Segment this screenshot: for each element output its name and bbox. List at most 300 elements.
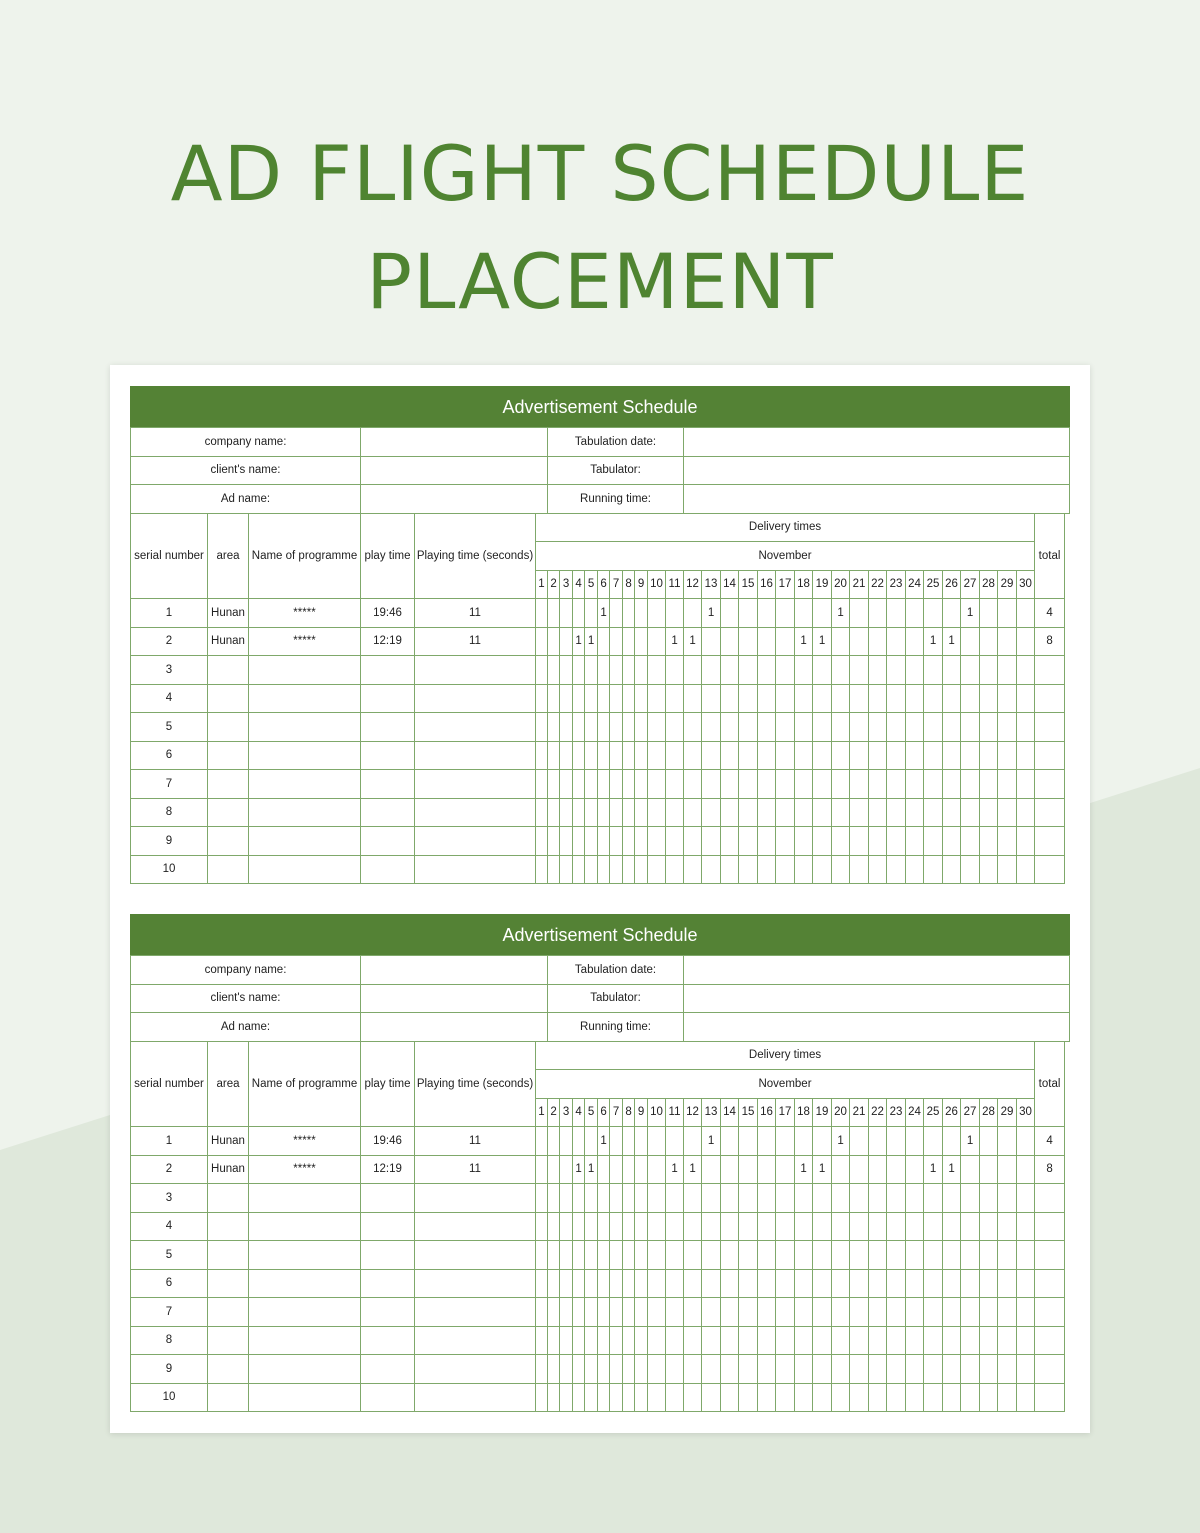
play-time-cell[interactable] — [361, 1326, 415, 1355]
tabulator-field[interactable] — [684, 984, 1070, 1013]
day-cell[interactable]: 1 — [573, 627, 585, 656]
day-cell[interactable] — [943, 798, 961, 827]
area-cell[interactable] — [208, 855, 249, 884]
area-cell[interactable] — [208, 741, 249, 770]
tabulation-field[interactable] — [684, 428, 1070, 457]
day-cell[interactable] — [548, 827, 560, 856]
day-cell[interactable] — [795, 1355, 813, 1384]
playing-seconds-cell[interactable]: 11 — [415, 599, 536, 628]
day-cell[interactable] — [813, 1269, 832, 1298]
day-cell[interactable] — [648, 1269, 666, 1298]
day-cell[interactable] — [560, 1155, 573, 1184]
day-cell[interactable] — [666, 770, 684, 799]
day-cell[interactable] — [739, 599, 758, 628]
day-cell[interactable] — [573, 684, 585, 713]
day-cell[interactable] — [980, 741, 998, 770]
day-cell[interactable] — [598, 855, 610, 884]
day-cell[interactable] — [924, 827, 943, 856]
day-cell[interactable] — [813, 1355, 832, 1384]
day-cell[interactable]: 1 — [924, 1155, 943, 1184]
day-cell[interactable] — [943, 1184, 961, 1213]
day-cell[interactable] — [869, 1155, 887, 1184]
day-cell[interactable] — [813, 1326, 832, 1355]
day-cell[interactable] — [998, 684, 1017, 713]
day-cell[interactable] — [721, 1326, 739, 1355]
day-cell[interactable] — [795, 1241, 813, 1270]
day-cell[interactable] — [758, 1383, 776, 1412]
day-cell[interactable] — [560, 1383, 573, 1412]
day-cell[interactable] — [610, 1241, 623, 1270]
day-cell[interactable] — [795, 1383, 813, 1412]
day-cell[interactable] — [610, 1212, 623, 1241]
day-cell[interactable] — [598, 1212, 610, 1241]
day-cell[interactable] — [961, 627, 980, 656]
day-cell[interactable] — [924, 770, 943, 799]
day-cell[interactable] — [850, 1184, 869, 1213]
day-cell[interactable] — [850, 627, 869, 656]
day-cell[interactable] — [548, 1212, 560, 1241]
day-cell[interactable] — [684, 1212, 702, 1241]
day-cell[interactable] — [585, 855, 598, 884]
day-cell[interactable]: 1 — [702, 1127, 721, 1156]
day-cell[interactable] — [573, 1355, 585, 1384]
day-cell[interactable] — [906, 1355, 924, 1384]
day-cell[interactable] — [776, 1127, 795, 1156]
client-field[interactable] — [361, 456, 548, 485]
day-cell[interactable] — [560, 827, 573, 856]
day-cell[interactable] — [832, 684, 850, 713]
day-cell[interactable] — [684, 1127, 702, 1156]
day-cell[interactable] — [832, 855, 850, 884]
day-cell[interactable] — [795, 1269, 813, 1298]
day-cell[interactable] — [943, 713, 961, 742]
day-cell[interactable] — [585, 1241, 598, 1270]
day-cell[interactable] — [739, 1212, 758, 1241]
day-cell[interactable] — [739, 627, 758, 656]
day-cell[interactable] — [721, 741, 739, 770]
day-cell[interactable] — [980, 798, 998, 827]
day-cell[interactable]: 1 — [666, 1155, 684, 1184]
day-cell[interactable] — [813, 770, 832, 799]
day-cell[interactable] — [758, 770, 776, 799]
day-cell[interactable] — [739, 1383, 758, 1412]
day-cell[interactable] — [585, 1326, 598, 1355]
day-cell[interactable] — [739, 827, 758, 856]
day-cell[interactable] — [998, 770, 1017, 799]
day-cell[interactable] — [536, 798, 548, 827]
playing-seconds-cell[interactable] — [415, 1241, 536, 1270]
day-cell[interactable] — [598, 770, 610, 799]
day-cell[interactable] — [832, 798, 850, 827]
day-cell[interactable] — [702, 1326, 721, 1355]
day-cell[interactable] — [702, 741, 721, 770]
day-cell[interactable] — [684, 770, 702, 799]
day-cell[interactable] — [1017, 1298, 1035, 1327]
day-cell[interactable] — [795, 770, 813, 799]
day-cell[interactable] — [869, 1241, 887, 1270]
day-cell[interactable] — [961, 827, 980, 856]
day-cell[interactable] — [924, 1383, 943, 1412]
day-cell[interactable] — [623, 1298, 635, 1327]
day-cell[interactable] — [536, 627, 548, 656]
day-cell[interactable] — [850, 1155, 869, 1184]
day-cell[interactable] — [795, 1212, 813, 1241]
day-cell[interactable] — [702, 1212, 721, 1241]
day-cell[interactable] — [721, 1269, 739, 1298]
day-cell[interactable] — [648, 1155, 666, 1184]
day-cell[interactable] — [548, 798, 560, 827]
day-cell[interactable] — [887, 599, 906, 628]
area-cell[interactable]: Hunan — [208, 627, 249, 656]
day-cell[interactable] — [635, 1155, 648, 1184]
day-cell[interactable] — [758, 1355, 776, 1384]
day-cell[interactable] — [832, 656, 850, 685]
day-cell[interactable] — [598, 1326, 610, 1355]
programme-cell[interactable] — [249, 827, 361, 856]
day-cell[interactable] — [758, 656, 776, 685]
area-cell[interactable] — [208, 684, 249, 713]
playing-seconds-cell[interactable] — [415, 741, 536, 770]
day-cell[interactable] — [739, 1184, 758, 1213]
day-cell[interactable] — [998, 1155, 1017, 1184]
day-cell[interactable] — [536, 1383, 548, 1412]
playing-seconds-cell[interactable] — [415, 1269, 536, 1298]
area-cell[interactable]: Hunan — [208, 1127, 249, 1156]
day-cell[interactable] — [635, 1184, 648, 1213]
day-cell[interactable] — [702, 855, 721, 884]
day-cell[interactable] — [795, 1184, 813, 1213]
day-cell[interactable] — [906, 627, 924, 656]
day-cell[interactable] — [813, 599, 832, 628]
day-cell[interactable] — [684, 684, 702, 713]
day-cell[interactable] — [635, 713, 648, 742]
day-cell[interactable] — [666, 741, 684, 770]
day-cell[interactable] — [635, 1241, 648, 1270]
day-cell[interactable] — [850, 599, 869, 628]
playing-seconds-cell[interactable] — [415, 1326, 536, 1355]
day-cell[interactable] — [610, 1184, 623, 1213]
day-cell[interactable] — [573, 855, 585, 884]
day-cell[interactable] — [943, 1269, 961, 1298]
day-cell[interactable]: 1 — [795, 1155, 813, 1184]
day-cell[interactable] — [585, 1298, 598, 1327]
day-cell[interactable] — [648, 798, 666, 827]
day-cell[interactable] — [623, 627, 635, 656]
day-cell[interactable] — [795, 827, 813, 856]
day-cell[interactable] — [943, 684, 961, 713]
day-cell[interactable] — [776, 741, 795, 770]
day-cell[interactable] — [598, 1155, 610, 1184]
day-cell[interactable] — [721, 713, 739, 742]
day-cell[interactable] — [739, 855, 758, 884]
day-cell[interactable] — [666, 684, 684, 713]
day-cell[interactable] — [573, 1326, 585, 1355]
day-cell[interactable] — [702, 1155, 721, 1184]
day-cell[interactable] — [906, 827, 924, 856]
day-cell[interactable] — [795, 1298, 813, 1327]
day-cell[interactable] — [610, 741, 623, 770]
day-cell[interactable] — [924, 855, 943, 884]
playing-seconds-cell[interactable]: 11 — [415, 1155, 536, 1184]
day-cell[interactable] — [560, 1127, 573, 1156]
day-cell[interactable] — [998, 599, 1017, 628]
day-cell[interactable] — [776, 1383, 795, 1412]
day-cell[interactable] — [573, 1212, 585, 1241]
day-cell[interactable] — [850, 1298, 869, 1327]
day-cell[interactable] — [980, 713, 998, 742]
day-cell[interactable] — [598, 713, 610, 742]
day-cell[interactable] — [536, 741, 548, 770]
day-cell[interactable] — [684, 855, 702, 884]
day-cell[interactable] — [998, 741, 1017, 770]
play-time-cell[interactable] — [361, 741, 415, 770]
day-cell[interactable] — [585, 1269, 598, 1298]
day-cell[interactable] — [739, 684, 758, 713]
day-cell[interactable] — [998, 1127, 1017, 1156]
day-cell[interactable] — [721, 827, 739, 856]
day-cell[interactable] — [795, 713, 813, 742]
day-cell[interactable] — [585, 1184, 598, 1213]
day-cell[interactable] — [869, 1326, 887, 1355]
day-cell[interactable] — [702, 1269, 721, 1298]
programme-cell[interactable] — [249, 1326, 361, 1355]
day-cell[interactable] — [721, 599, 739, 628]
day-cell[interactable] — [648, 684, 666, 713]
day-cell[interactable] — [560, 1184, 573, 1213]
day-cell[interactable] — [1017, 770, 1035, 799]
day-cell[interactable] — [573, 1298, 585, 1327]
day-cell[interactable] — [776, 1298, 795, 1327]
day-cell[interactable] — [869, 741, 887, 770]
day-cell[interactable] — [906, 770, 924, 799]
day-cell[interactable] — [739, 798, 758, 827]
day-cell[interactable] — [623, 827, 635, 856]
day-cell[interactable] — [648, 827, 666, 856]
day-cell[interactable]: 1 — [832, 1127, 850, 1156]
day-cell[interactable] — [832, 627, 850, 656]
day-cell[interactable] — [610, 627, 623, 656]
day-cell[interactable] — [623, 855, 635, 884]
day-cell[interactable] — [721, 855, 739, 884]
day-cell[interactable] — [548, 1355, 560, 1384]
day-cell[interactable] — [943, 1326, 961, 1355]
day-cell[interactable] — [1017, 1326, 1035, 1355]
area-cell[interactable] — [208, 798, 249, 827]
programme-cell[interactable] — [249, 1269, 361, 1298]
day-cell[interactable] — [980, 1383, 998, 1412]
day-cell[interactable] — [998, 798, 1017, 827]
day-cell[interactable] — [666, 713, 684, 742]
day-cell[interactable] — [998, 1212, 1017, 1241]
day-cell[interactable] — [961, 1269, 980, 1298]
day-cell[interactable] — [961, 798, 980, 827]
programme-cell[interactable] — [249, 770, 361, 799]
day-cell[interactable] — [943, 599, 961, 628]
day-cell[interactable] — [850, 1383, 869, 1412]
day-cell[interactable] — [869, 684, 887, 713]
day-cell[interactable] — [573, 770, 585, 799]
day-cell[interactable] — [980, 599, 998, 628]
day-cell[interactable]: 1 — [961, 1127, 980, 1156]
day-cell[interactable] — [906, 1184, 924, 1213]
area-cell[interactable] — [208, 770, 249, 799]
day-cell[interactable] — [666, 1212, 684, 1241]
day-cell[interactable] — [548, 1155, 560, 1184]
day-cell[interactable] — [961, 855, 980, 884]
day-cell[interactable] — [721, 656, 739, 685]
play-time-cell[interactable]: 12:19 — [361, 627, 415, 656]
area-cell[interactable]: Hunan — [208, 1155, 249, 1184]
day-cell[interactable]: 1 — [585, 1155, 598, 1184]
day-cell[interactable] — [832, 1155, 850, 1184]
programme-cell[interactable] — [249, 684, 361, 713]
day-cell[interactable] — [610, 713, 623, 742]
day-cell[interactable] — [560, 855, 573, 884]
day-cell[interactable] — [887, 741, 906, 770]
day-cell[interactable] — [776, 684, 795, 713]
day-cell[interactable] — [536, 1127, 548, 1156]
day-cell[interactable] — [635, 741, 648, 770]
day-cell[interactable] — [548, 1269, 560, 1298]
day-cell[interactable] — [998, 713, 1017, 742]
day-cell[interactable] — [610, 1326, 623, 1355]
day-cell[interactable]: 1 — [585, 627, 598, 656]
day-cell[interactable] — [832, 1212, 850, 1241]
playing-seconds-cell[interactable] — [415, 656, 536, 685]
day-cell[interactable]: 1 — [684, 1155, 702, 1184]
day-cell[interactable] — [795, 798, 813, 827]
day-cell[interactable] — [961, 1155, 980, 1184]
day-cell[interactable] — [536, 1326, 548, 1355]
day-cell[interactable]: 1 — [702, 599, 721, 628]
day-cell[interactable] — [980, 684, 998, 713]
programme-cell[interactable] — [249, 798, 361, 827]
day-cell[interactable] — [776, 770, 795, 799]
day-cell[interactable] — [850, 1355, 869, 1384]
day-cell[interactable] — [598, 684, 610, 713]
day-cell[interactable] — [850, 1127, 869, 1156]
day-cell[interactable] — [648, 1241, 666, 1270]
day-cell[interactable] — [721, 684, 739, 713]
day-cell[interactable] — [623, 1184, 635, 1213]
day-cell[interactable] — [961, 1298, 980, 1327]
day-cell[interactable] — [721, 1184, 739, 1213]
day-cell[interactable] — [758, 1326, 776, 1355]
day-cell[interactable] — [739, 713, 758, 742]
tabulator-field[interactable] — [684, 456, 1070, 485]
day-cell[interactable] — [635, 1326, 648, 1355]
day-cell[interactable] — [610, 798, 623, 827]
day-cell[interactable] — [573, 713, 585, 742]
day-cell[interactable] — [758, 1269, 776, 1298]
tabulation-field[interactable] — [684, 956, 1070, 985]
day-cell[interactable] — [869, 1383, 887, 1412]
day-cell[interactable] — [623, 741, 635, 770]
play-time-cell[interactable] — [361, 1184, 415, 1213]
day-cell[interactable] — [887, 1298, 906, 1327]
area-cell[interactable] — [208, 1184, 249, 1213]
day-cell[interactable] — [648, 1326, 666, 1355]
day-cell[interactable] — [869, 627, 887, 656]
area-cell[interactable] — [208, 1298, 249, 1327]
day-cell[interactable] — [776, 1269, 795, 1298]
day-cell[interactable] — [585, 599, 598, 628]
day-cell[interactable] — [850, 1241, 869, 1270]
programme-cell[interactable] — [249, 1355, 361, 1384]
day-cell[interactable] — [850, 741, 869, 770]
day-cell[interactable] — [795, 855, 813, 884]
day-cell[interactable] — [623, 713, 635, 742]
day-cell[interactable] — [585, 656, 598, 685]
day-cell[interactable] — [721, 1241, 739, 1270]
day-cell[interactable] — [721, 798, 739, 827]
day-cell[interactable] — [758, 1155, 776, 1184]
day-cell[interactable] — [758, 1298, 776, 1327]
day-cell[interactable] — [758, 827, 776, 856]
day-cell[interactable] — [924, 599, 943, 628]
day-cell[interactable] — [758, 1184, 776, 1213]
day-cell[interactable] — [548, 855, 560, 884]
day-cell[interactable] — [635, 1298, 648, 1327]
day-cell[interactable] — [648, 855, 666, 884]
day-cell[interactable] — [961, 656, 980, 685]
day-cell[interactable] — [585, 1127, 598, 1156]
day-cell[interactable] — [610, 1355, 623, 1384]
day-cell[interactable] — [536, 770, 548, 799]
day-cell[interactable] — [961, 1355, 980, 1384]
day-cell[interactable] — [548, 1127, 560, 1156]
day-cell[interactable] — [702, 770, 721, 799]
day-cell[interactable] — [776, 827, 795, 856]
day-cell[interactable] — [610, 855, 623, 884]
day-cell[interactable] — [648, 741, 666, 770]
day-cell[interactable] — [585, 741, 598, 770]
day-cell[interactable]: 1 — [943, 627, 961, 656]
day-cell[interactable] — [758, 798, 776, 827]
day-cell[interactable] — [721, 1298, 739, 1327]
day-cell[interactable] — [832, 1326, 850, 1355]
day-cell[interactable] — [536, 1355, 548, 1384]
day-cell[interactable] — [585, 770, 598, 799]
day-cell[interactable] — [887, 1241, 906, 1270]
day-cell[interactable] — [924, 684, 943, 713]
day-cell[interactable] — [560, 1269, 573, 1298]
day-cell[interactable] — [548, 627, 560, 656]
day-cell[interactable] — [560, 627, 573, 656]
day-cell[interactable] — [887, 1383, 906, 1412]
day-cell[interactable] — [548, 1326, 560, 1355]
day-cell[interactable] — [739, 656, 758, 685]
day-cell[interactable] — [924, 1184, 943, 1213]
day-cell[interactable] — [1017, 599, 1035, 628]
programme-cell[interactable]: ***** — [249, 1155, 361, 1184]
day-cell[interactable] — [998, 1326, 1017, 1355]
day-cell[interactable] — [573, 1383, 585, 1412]
day-cell[interactable] — [702, 713, 721, 742]
play-time-cell[interactable] — [361, 1383, 415, 1412]
playing-seconds-cell[interactable]: 11 — [415, 1127, 536, 1156]
day-cell[interactable] — [648, 656, 666, 685]
day-cell[interactable] — [850, 656, 869, 685]
day-cell[interactable] — [961, 1184, 980, 1213]
day-cell[interactable] — [887, 770, 906, 799]
day-cell[interactable] — [980, 827, 998, 856]
day-cell[interactable] — [702, 684, 721, 713]
day-cell[interactable] — [850, 713, 869, 742]
day-cell[interactable] — [813, 1298, 832, 1327]
day-cell[interactable] — [598, 627, 610, 656]
day-cell[interactable] — [887, 855, 906, 884]
